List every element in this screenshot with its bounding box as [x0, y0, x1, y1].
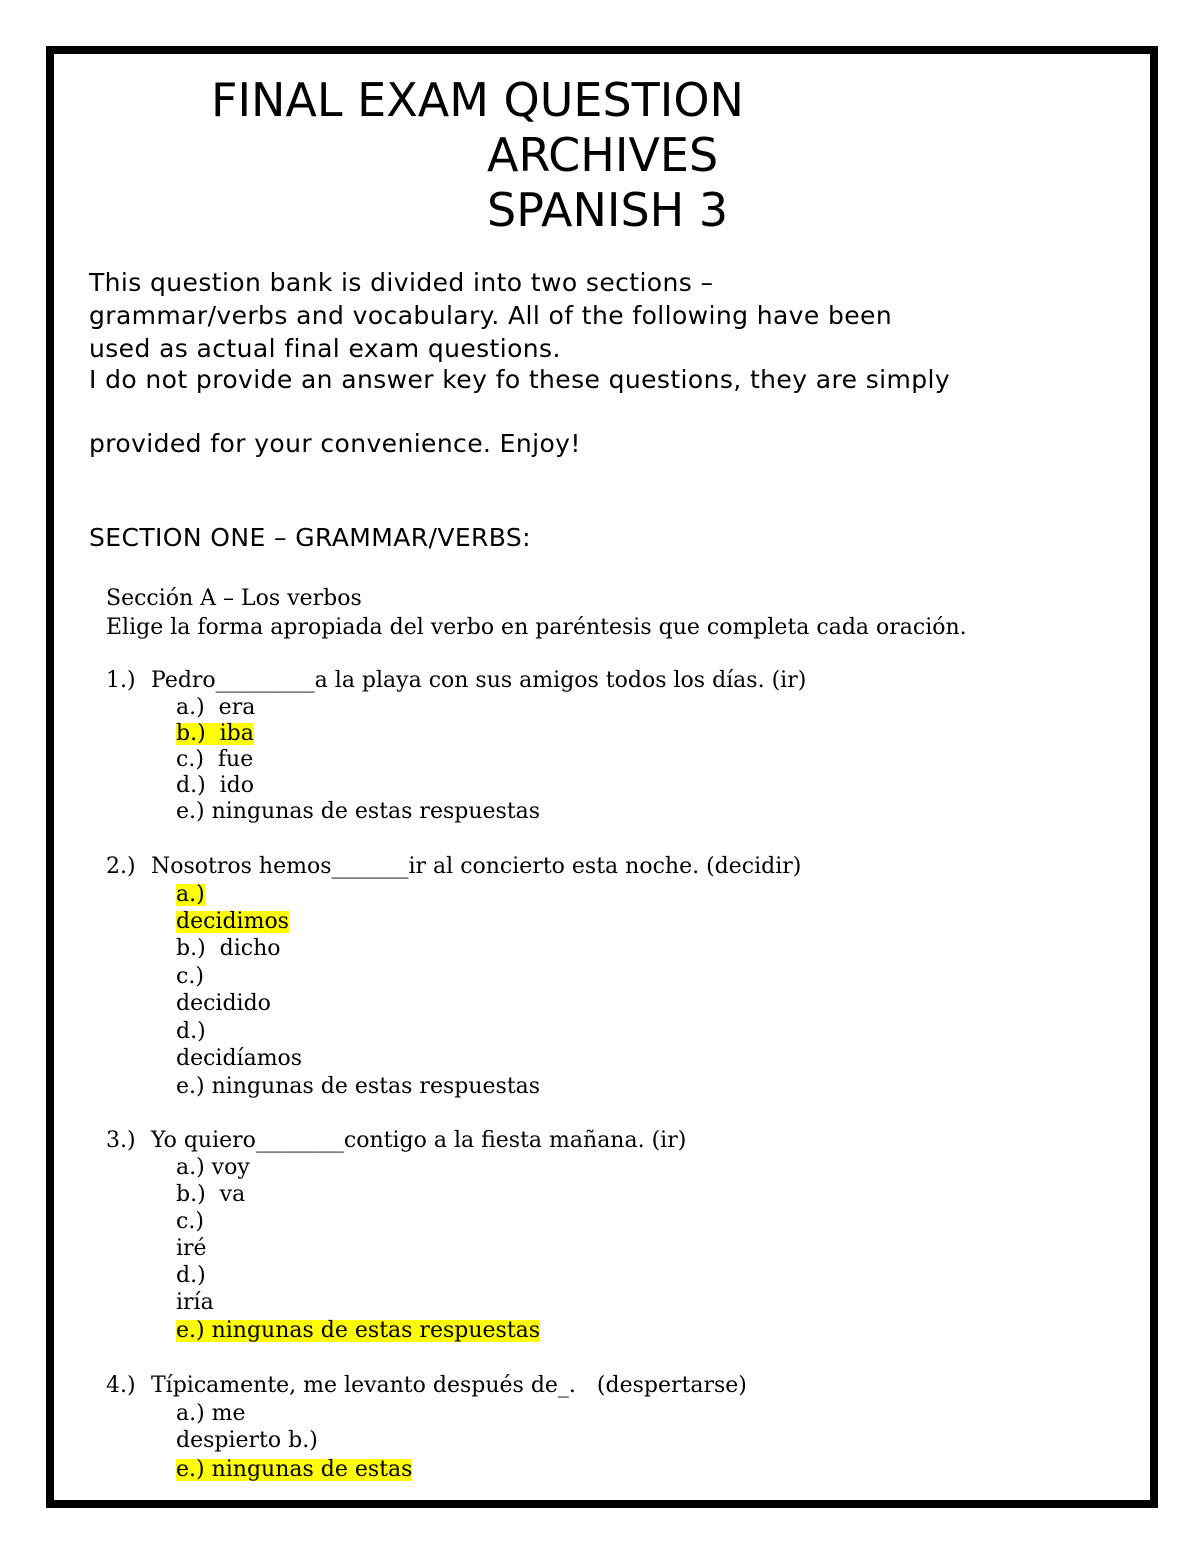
question-stem: Típicamente, me levanto después de_. (despertarse) — [151, 1373, 747, 1398]
answer-option: c.) fue — [176, 747, 254, 772]
intro-line-5: provided for your convenience. Enjoy! — [89, 429, 581, 458]
answer-option: d.) — [176, 1263, 206, 1288]
subsection-title: Sección A – Los verbos — [106, 586, 362, 611]
answer-option: c.) — [176, 1209, 204, 1234]
instructions: Elige la forma apropiada del verbo en paréntesis que completa cada oración. — [106, 615, 967, 640]
answer-option: a.) voy — [176, 1155, 250, 1180]
question-stem: Nosotros hemos_______ir al concierto esta noche. (decidir) — [151, 854, 802, 879]
answer-option: decidíamos — [176, 1046, 303, 1071]
answer-option: d.) ido — [176, 773, 255, 798]
title-line-1: FINAL EXAM QUESTION — [211, 73, 744, 127]
intro-line-3: used as actual final exam questions. — [89, 334, 561, 363]
answer-option: iré — [176, 1236, 207, 1261]
question-number: 4.) — [106, 1373, 136, 1398]
answer-option-highlighted: a.) — [176, 882, 205, 907]
answer-option: b.) dicho — [176, 936, 281, 961]
answer-option: a.) me — [176, 1401, 246, 1426]
answer-option: iría — [176, 1290, 214, 1315]
answer-option: decidido — [176, 991, 271, 1016]
answer-option: a.) era — [176, 695, 256, 720]
answer-option: c.) — [176, 964, 204, 989]
section-one-heading: SECTION ONE – GRAMMAR/VERBS: — [89, 523, 531, 552]
answer-option: e.) ningunas de estas respuestas — [176, 799, 541, 824]
question-number: 1.) — [106, 668, 136, 693]
answer-option-highlighted: b.) iba — [176, 721, 254, 746]
answer-option: b.) va — [176, 1182, 246, 1207]
answer-option-highlighted: decidimos — [176, 909, 289, 934]
answer-option: d.) — [176, 1019, 206, 1044]
answer-option-highlighted: e.) ningunas de estas respuestas — [176, 1318, 541, 1343]
intro-line-1: This question bank is divided into two sections – — [89, 268, 714, 297]
question-number: 3.) — [106, 1128, 136, 1153]
answer-option-highlighted: e.) ningunas de estas — [176, 1457, 413, 1482]
intro-line-2: grammar/verbs and vocabulary. All of the following have been — [89, 301, 893, 330]
question-number: 2.) — [106, 854, 136, 879]
question-stem: Pedro_________a la playa con sus amigos todos los días. (ir) — [151, 668, 807, 693]
answer-option: e.) ningunas de estas respuestas — [176, 1074, 541, 1099]
title-line-3: SPANISH 3 — [487, 183, 729, 237]
question-stem: Yo quiero________contigo a la fiesta mañana. (ir) — [151, 1128, 687, 1153]
title-line-2: ARCHIVES — [487, 128, 719, 182]
intro-line-4: I do not provide an answer key fo these questions, they are simply — [89, 365, 951, 394]
answer-option: despierto b.) — [176, 1428, 318, 1453]
